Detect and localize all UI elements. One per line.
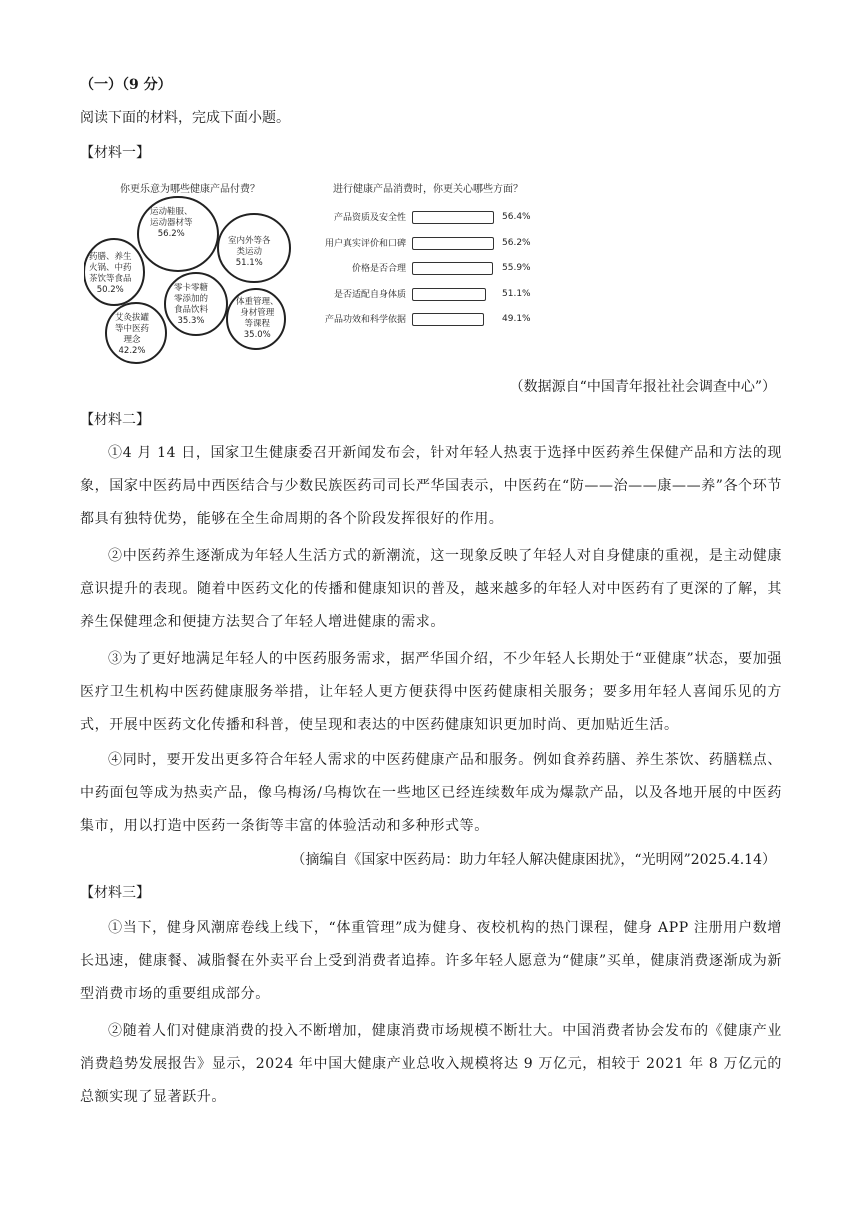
right-chart-title: 进行健康产品消费时，你更关心哪些方面？ bbox=[333, 184, 523, 195]
bubble-label-tcm-therapy: 艾灸拔罐 等中医药 理念 42.2% bbox=[115, 313, 150, 356]
material2-paragraph-3: ③为了更好地满足年轻人的中医药服务需求，据严华国介绍，不少年轻人长期处于“亚健康”状态，要加强医疗卫生机构中医药健康服务举措，让年轻人更方便获得中医药健康相关服务；要多用年轻人喜闻乐见的方式，开展中医药文化传播和科普，使呈现和表达的中医药健康知识更加时尚、更加贴近生活。 bbox=[80, 651, 782, 733]
material2-source: （摘编自《国家中医药局：助力年轻人解决健康困扰》，“光明网”2025.4.14） bbox=[291, 852, 776, 868]
bubble-label-weight-mgmt: 体重管理、 身材管理 等课程 35.0% bbox=[236, 297, 279, 340]
bar-mark bbox=[412, 211, 494, 224]
left-chart-title: 你更乐意为哪些健康产品付费？ bbox=[120, 184, 260, 195]
bar-mark bbox=[412, 313, 484, 326]
bubble-label-indoor-outdoor: 室内外等各 类运动 51.1% bbox=[228, 236, 271, 268]
bar-category-label: 是否适配自身体质 bbox=[333, 289, 406, 300]
material1-heading: 【材料一】 bbox=[80, 145, 150, 161]
bar-value-label: 56.2% bbox=[502, 237, 531, 248]
bar-value-label: 51.1% bbox=[502, 288, 531, 299]
bubble-label-sports-gear: 运动鞋服、 运动器材等 56.2% bbox=[150, 207, 193, 239]
material1-source: （数据源自“中国青年报社社会调查中心”） bbox=[509, 379, 776, 395]
bar-value-label: 49.1% bbox=[502, 314, 531, 324]
bar-value-label: 55.9% bbox=[502, 263, 531, 273]
material2-heading: 【材料二】 bbox=[80, 412, 150, 428]
bubble-label-zero-sugar: 零卡零糖 零添加的 食品饮料 35.3% bbox=[174, 283, 209, 326]
bar-category-label: 价格是否合理 bbox=[351, 264, 406, 274]
bar-value-label: 56.4% bbox=[502, 212, 531, 222]
bar-mark bbox=[412, 288, 486, 301]
section-title: （一）（9 分） bbox=[80, 77, 172, 93]
bar-category-label: 用户真实评价和口碑 bbox=[324, 238, 406, 249]
material2-paragraph-1: ①4 月 14 日，国家卫生健康委召开新闻发布会，针对年轻人热衷于选择中医药养生保健产品和方法的现象，国家中医药局中西医结合与少数民族医药司司长严华国表示，中医药在“防——治——康——养”各个环节都具有独特优势，能够在全生命周期的各个阶段发挥很好的作用。 bbox=[80, 445, 782, 527]
material3-heading: 【材料三】 bbox=[80, 885, 150, 901]
bar-mark bbox=[412, 237, 494, 250]
material2-paragraph-4: ④同时，要开发出更多符合年轻人需求的中医药健康产品和服务。例如食养药膳、养生茶饮、药膳糕点、中药面包等成为热卖产品，像乌梅汤/乌梅饮在一些地区已经连续数年成为爆款产品，以及各地开展的中医药集市，用以打造中医药一条街等丰富的体验活动和多种形式等。 bbox=[80, 752, 782, 834]
material3-paragraph-1: ①当下，健身风潮席卷线上线下，“体重管理”成为健身、夜校机构的热门课程，健身 APP 注册用户数增长迅速，健康餐、减脂餐在外卖平台上受到消费者追捧。许多年轻人愿意为“健康”买单，健康消费逐渐成为新型消费市场的重要组成部分。 bbox=[80, 920, 782, 1002]
instruction-text: 阅读下面的材料，完成下面小题。 bbox=[80, 110, 290, 126]
bar-mark bbox=[412, 262, 493, 275]
bar-category-label: 产品功效和科学依据 bbox=[324, 315, 406, 325]
material3-paragraph-2: ②随着人们对健康消费的投入不断增加，健康消费市场规模不断壮大。中国消费者协会发布的《健康产业消费趋势发展报告》显示，2024 年中国大健康产业总收入规模将达 9 万亿元，相较于 2021 年 8 万亿元的总额实现了显著跃升。 bbox=[80, 1023, 782, 1105]
bar-category-label: 产品资质及安全性 bbox=[333, 213, 406, 223]
bubble-label-food: 药膳、养生 火锅、中药 茶饮等食品 50.2% bbox=[89, 252, 132, 295]
material2-paragraph-2: ②中医药养生逐渐成为年轻人生活方式的新潮流，这一现象反映了年轻人对自身健康的重视，是主动健康意识提升的表现。随着中医药文化的传播和健康知识的普及，越来越多的年轻人对中医药有了更深的了解，其养生保健理念和便捷方法契合了年轻人增进健康的需求。 bbox=[80, 548, 782, 630]
